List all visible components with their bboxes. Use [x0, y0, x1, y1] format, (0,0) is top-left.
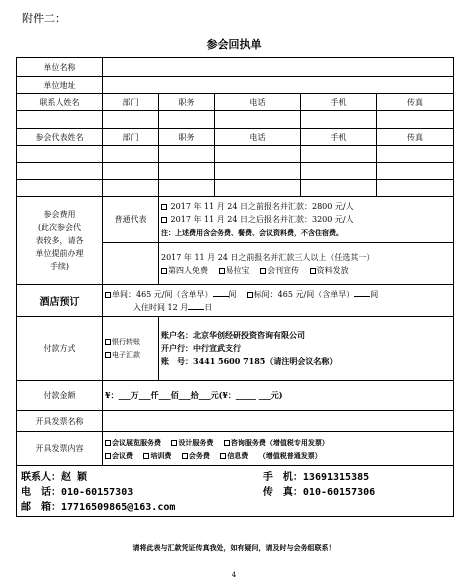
attendee-dept-header: 部门 — [103, 129, 159, 146]
attendee-row-3-mobile[interactable] — [301, 180, 377, 197]
invoice-content-label: 开具发票内容 — [17, 432, 103, 466]
attendee-row-1-mobile[interactable] — [301, 146, 377, 163]
fee-option-1-checkbox[interactable] — [161, 204, 167, 210]
contact-mobile: 手 机：13691315385 — [262, 472, 370, 483]
standard-rep-label: 普通代表 — [103, 197, 159, 243]
attendee-row-2-mobile[interactable] — [301, 163, 377, 180]
unit-name-label: 单位名称 — [17, 58, 103, 77]
hotel-options: 单间：465 元/间（含单早） 间 标间：465 元/间（含单早） 间 入住时间 12 月 日 — [103, 285, 454, 317]
attendee-title-header: 职务 — [159, 129, 215, 146]
footer-note: 请将此表与汇款凭证传真我处，如有疑问，请及时与会务组联系！ — [132, 543, 336, 552]
contact-block — [17, 466, 454, 517]
contact-title-field[interactable] — [159, 111, 215, 129]
attendee-row-1-title[interactable] — [159, 146, 215, 163]
invoice-design-checkbox[interactable] — [171, 440, 177, 446]
attendee-row-2-name[interactable] — [17, 163, 103, 180]
perk-banner-checkbox[interactable] — [219, 268, 225, 274]
attendee-row-2-dept[interactable] — [103, 163, 159, 180]
attendee-row-3-phone[interactable] — [215, 180, 301, 197]
attendee-phone-header: 电话 — [215, 129, 301, 146]
form-title: 参会回执单 — [206, 38, 262, 51]
standard-room-checkbox[interactable] — [247, 292, 253, 298]
e-remittance-checkbox[interactable] — [105, 352, 111, 358]
invoice-name-field[interactable] — [103, 411, 454, 432]
attendee-row-3-title[interactable] — [159, 180, 215, 197]
bank-details: 账户名：北京华创经研投资咨询有限公司 开户行：中行宣武支行 账 号：3441 5600 7185（请注明会议名称） — [159, 317, 454, 381]
unit-name-field[interactable] — [103, 58, 454, 77]
contact-title-header: 职务 — [159, 94, 215, 111]
payment-methods: 银行转账 电子汇款 — [103, 317, 159, 381]
attendee-row-2-fax[interactable] — [377, 163, 454, 180]
perk-free-checkbox[interactable] — [161, 268, 167, 274]
attendee-row-1-phone[interactable] — [215, 146, 301, 163]
perk-materials-checkbox[interactable] — [310, 268, 316, 274]
invoice-consulting-checkbox[interactable] — [224, 440, 230, 446]
payment-label: 付款方式 — [17, 317, 103, 381]
attendee-row-2-phone[interactable] — [215, 163, 301, 180]
invoice-conference-checkbox[interactable] — [182, 453, 188, 459]
attendee-row-1-fax[interactable] — [377, 146, 454, 163]
attendee-row-3-name[interactable] — [17, 180, 103, 197]
invoice-info-checkbox[interactable] — [220, 453, 226, 459]
attendee-mobile-header: 手机 — [301, 129, 377, 146]
fee-note: 注：上述费用含会务费、餐费、会议资料费，不含住宿费。 — [161, 228, 343, 237]
attendee-name-label: 参会代表姓名 — [17, 129, 103, 146]
fee-options: 2017 年 11 月 24 日之前报名并汇款：2800 元/人 2017 年 11 月 24 日之后报名并汇款：3200 元/人 注：上述费用含会务费、餐费、会议资料费，不含住宿费。 — [159, 197, 454, 243]
amount-field[interactable]: ¥：___万___仟___佰___拾___元(¥：_____ ___元) — [103, 381, 454, 411]
group-blank-cell — [103, 243, 159, 285]
group-offer: 2017 年 11 月 24 日之前报名并汇款三人以上（任选其一） 第四人免费 易拉宝 会刊宣传 资料发放 — [159, 243, 454, 285]
hotel-label: 酒店预订 — [17, 285, 103, 317]
invoice-name-label: 开具发票名称 — [17, 411, 103, 432]
contact-dept-field[interactable] — [103, 111, 159, 129]
contact-email: 邮 箱：17716509865@163.com — [21, 502, 176, 513]
bank-transfer-checkbox[interactable] — [105, 339, 111, 345]
attendee-row-1-name[interactable] — [17, 146, 103, 163]
contact-phone: 电 话：010-60157303 — [21, 487, 134, 498]
registration-form — [16, 57, 454, 517]
amount-label: 付款金额 — [17, 381, 103, 411]
contact-fax: 传 真：010-60157306 — [262, 487, 376, 498]
unit-address-field[interactable] — [103, 77, 454, 94]
single-room-checkbox[interactable] — [105, 292, 111, 298]
contact-name-label: 联系人姓名 — [17, 94, 103, 111]
page-number: 4 — [231, 571, 237, 579]
contact-dept-header: 部门 — [103, 94, 159, 111]
contact-name-field[interactable] — [17, 111, 103, 129]
contact-mobile-header: 手机 — [301, 94, 377, 111]
contact-mobile-field[interactable] — [301, 111, 377, 129]
fee-label: 参会费用 (此次参会代 表较多，请各 单位提前办理 手续) — [17, 197, 103, 285]
contact-phone-field[interactable] — [215, 111, 301, 129]
perk-brochure-checkbox[interactable] — [260, 268, 266, 274]
unit-address-label: 单位地址 — [17, 77, 103, 94]
contact-person: 联系人：赵 颖 — [21, 472, 88, 483]
attendee-row-3-fax[interactable] — [377, 180, 454, 197]
contact-fax-field[interactable] — [377, 111, 454, 129]
attendee-row-2-title[interactable] — [159, 163, 215, 180]
invoice-exhibition-checkbox[interactable] — [105, 440, 111, 446]
invoice-meeting-checkbox[interactable] — [105, 453, 111, 459]
attendee-fax-header: 传真 — [377, 129, 454, 146]
invoice-content-options: 会议展览服务费 设计服务费 咨询服务费（增值税专用发票） 会议费 培训费 会务费 信息费 （增值税普通发票） — [103, 432, 454, 466]
contact-phone-header: 电话 — [215, 94, 301, 111]
annex-label: 附件二： — [22, 12, 66, 25]
attendee-row-3-dept[interactable] — [103, 180, 159, 197]
contact-fax-header: 传真 — [377, 94, 454, 111]
attendee-row-1-dept[interactable] — [103, 146, 159, 163]
invoice-training-checkbox[interactable] — [143, 453, 149, 459]
fee-option-2-checkbox[interactable] — [161, 217, 167, 223]
